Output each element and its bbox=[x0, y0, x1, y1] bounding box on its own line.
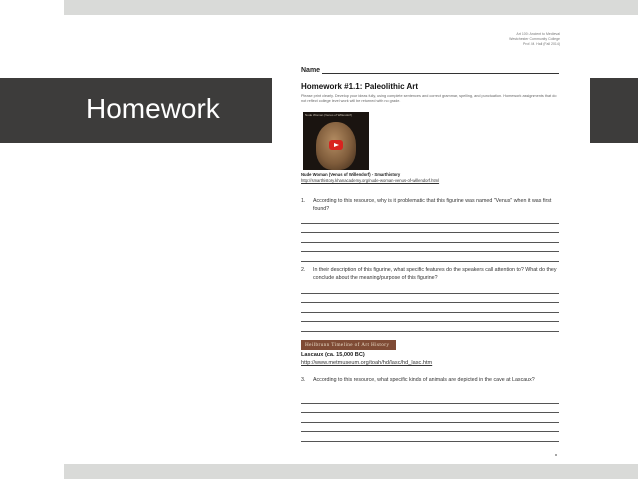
answer-line bbox=[301, 284, 559, 294]
answer-line bbox=[301, 322, 559, 332]
name-row bbox=[301, 66, 559, 74]
play-icon[interactable] bbox=[329, 140, 343, 150]
question-number: 2. bbox=[301, 267, 306, 273]
bottom-decor-bar bbox=[64, 464, 638, 479]
answer-lines-1 bbox=[301, 214, 559, 262]
answer-line bbox=[301, 294, 559, 304]
answer-line bbox=[301, 243, 559, 253]
course-header-line: Prof. M. Hall (Fall 2014) bbox=[523, 42, 560, 46]
question-number: 3. bbox=[301, 377, 306, 383]
answer-line bbox=[301, 404, 559, 414]
name-line bbox=[322, 66, 559, 74]
video-thumbnail[interactable] bbox=[303, 112, 369, 170]
answer-line bbox=[301, 313, 559, 323]
answer-line bbox=[301, 214, 559, 224]
answer-line bbox=[301, 432, 559, 442]
answer-lines-2 bbox=[301, 284, 559, 332]
question-3 bbox=[301, 376, 559, 384]
answer-line bbox=[301, 303, 559, 313]
course-header-line: Art 100: Ancient to Medieval bbox=[516, 32, 560, 36]
question-number: 1. bbox=[301, 198, 306, 204]
question-text: In their description of this figurine, what specific features do the speakers call attention to? What do they conclude about the meaning/purpose of this figurine? bbox=[313, 267, 557, 281]
resource-title: Lascaux (ca. 15,000 BC) bbox=[301, 352, 365, 358]
course-header-line: Westchester Community College bbox=[509, 37, 560, 41]
answer-lines-3 bbox=[301, 394, 559, 442]
top-decor-bar bbox=[64, 0, 638, 15]
resource-title: Nude Woman (Venus of Willendorf) - Smarthistory bbox=[301, 172, 401, 177]
answer-line bbox=[301, 394, 559, 404]
question-text: According to this resource, what specific kinds of animals are depicted in the cave at Lascaux? bbox=[313, 377, 535, 383]
course-header bbox=[509, 32, 560, 47]
page-marker bbox=[555, 454, 557, 456]
question-1 bbox=[301, 197, 559, 213]
answer-line bbox=[301, 233, 559, 243]
heilbrunn-banner: Heilbrunn Timeline of Art History bbox=[301, 340, 396, 350]
resource-link[interactable]: http://www.metmuseum.org/toah/hd/lasc/hd_lasc.htm bbox=[301, 360, 433, 366]
instructions: Please print clearly. Develop your ideas fully, using complete sentences and correct grammar, spelling, and punctuation. Homework assignments that do not reflect college level work will be returned with no grade. bbox=[301, 94, 557, 103]
answer-line bbox=[301, 252, 559, 262]
question-text: According to this resource, why is it problematic that this figurine was named "Venus" when it was first found? bbox=[313, 198, 552, 212]
resource-link[interactable]: http://smarthistory.khanacademy.org/nude-woman-venus-of-willendorf.html bbox=[301, 178, 440, 183]
name-label: Name bbox=[301, 67, 321, 74]
question-2 bbox=[301, 266, 559, 282]
answer-line bbox=[301, 224, 559, 234]
video-caption: Nude Woman (Venus of Willendorf) bbox=[305, 113, 352, 117]
answer-line bbox=[301, 413, 559, 423]
answer-line bbox=[301, 423, 559, 433]
slide-title: Homework bbox=[86, 93, 220, 124]
homework-title: Homework #1.1: Paleolithic Art bbox=[301, 82, 419, 91]
homework-document bbox=[272, 22, 590, 462]
